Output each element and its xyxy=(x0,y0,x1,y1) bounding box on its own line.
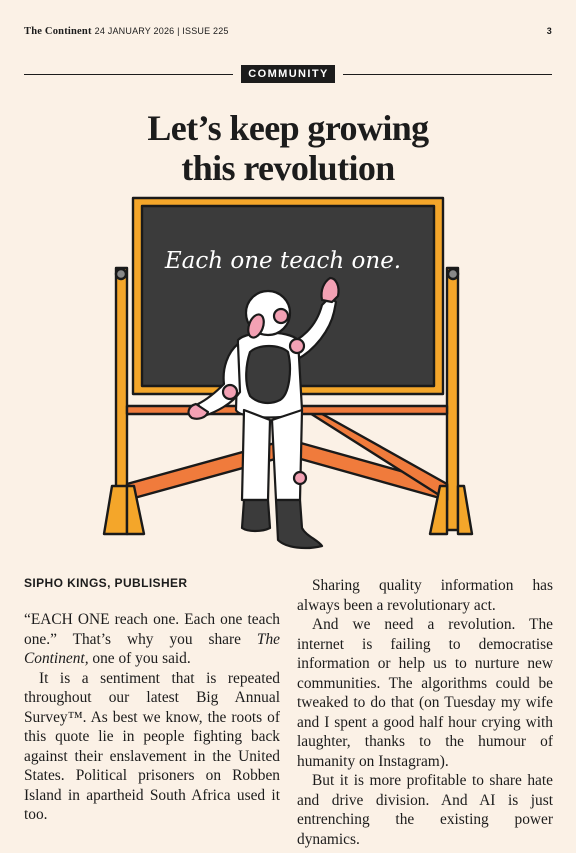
chalkboard-illustration xyxy=(0,190,576,560)
text-run: one of you said. xyxy=(88,650,191,667)
right-leg xyxy=(272,410,302,500)
section-tag: COMMUNITY xyxy=(241,65,334,83)
masthead xyxy=(24,26,229,37)
text-run: “EACH ONE reach one. Each one teach one.” That’s why you share xyxy=(24,611,280,648)
right-boot xyxy=(276,500,322,548)
backpack xyxy=(246,346,290,403)
article-column-right xyxy=(297,576,553,849)
title-line-1: Let’s keep growing xyxy=(147,108,429,148)
left-boot xyxy=(242,500,270,531)
article-column-left xyxy=(24,610,280,825)
article-title xyxy=(40,108,536,188)
paragraph: It is a sentiment that is repeated throughout our latest Big Annual Survey™. As best we know, the roots of this quote lie in people fighting back against their enslavement in the United States. Political prisoners on Robben Island in apartheid South Africa used it too. xyxy=(24,669,280,823)
helmet-patch xyxy=(274,309,288,323)
page-header xyxy=(24,26,552,40)
paragraph: But it is more profitable to share hate and drive division. And AI is just entrenching the existing power dynamics. xyxy=(297,772,553,848)
section-divider xyxy=(24,64,552,84)
paragraph: And we need a revolution. The internet is failing to democratise information or help us to nurture new communities. The algorithms could be tweaked to do that (on Tuesday my wife and I spent a good half hour crying with laughter, thanks to the humour of humanity on Instagram). xyxy=(297,616,553,770)
title-line-2: this revolution xyxy=(181,148,395,188)
chalk-text: Each one teach one. xyxy=(164,248,402,274)
page-number: 3 xyxy=(546,26,552,36)
brand-name: The Continent xyxy=(24,26,92,37)
arm-patch xyxy=(223,385,237,399)
paragraph xyxy=(24,610,280,669)
left-leg xyxy=(242,410,270,500)
paragraph: Sharing quality information has always been a revolutionary act. xyxy=(297,577,553,614)
divider-line-right xyxy=(343,74,552,75)
publication-name: The Continent, xyxy=(24,630,280,667)
elbow-patch xyxy=(290,339,304,353)
hip-patch xyxy=(294,472,306,484)
right-foot-inner xyxy=(458,486,472,534)
pivot-left xyxy=(116,269,126,279)
divider-line-left xyxy=(24,74,233,75)
pivot-right xyxy=(448,269,458,279)
left-foot xyxy=(104,486,127,534)
issue-meta: 24 JANUARY 2026 | ISSUE 225 xyxy=(94,26,229,36)
byline: SIPHO KINGS, PUBLISHER xyxy=(24,576,188,590)
right-post xyxy=(447,268,458,530)
